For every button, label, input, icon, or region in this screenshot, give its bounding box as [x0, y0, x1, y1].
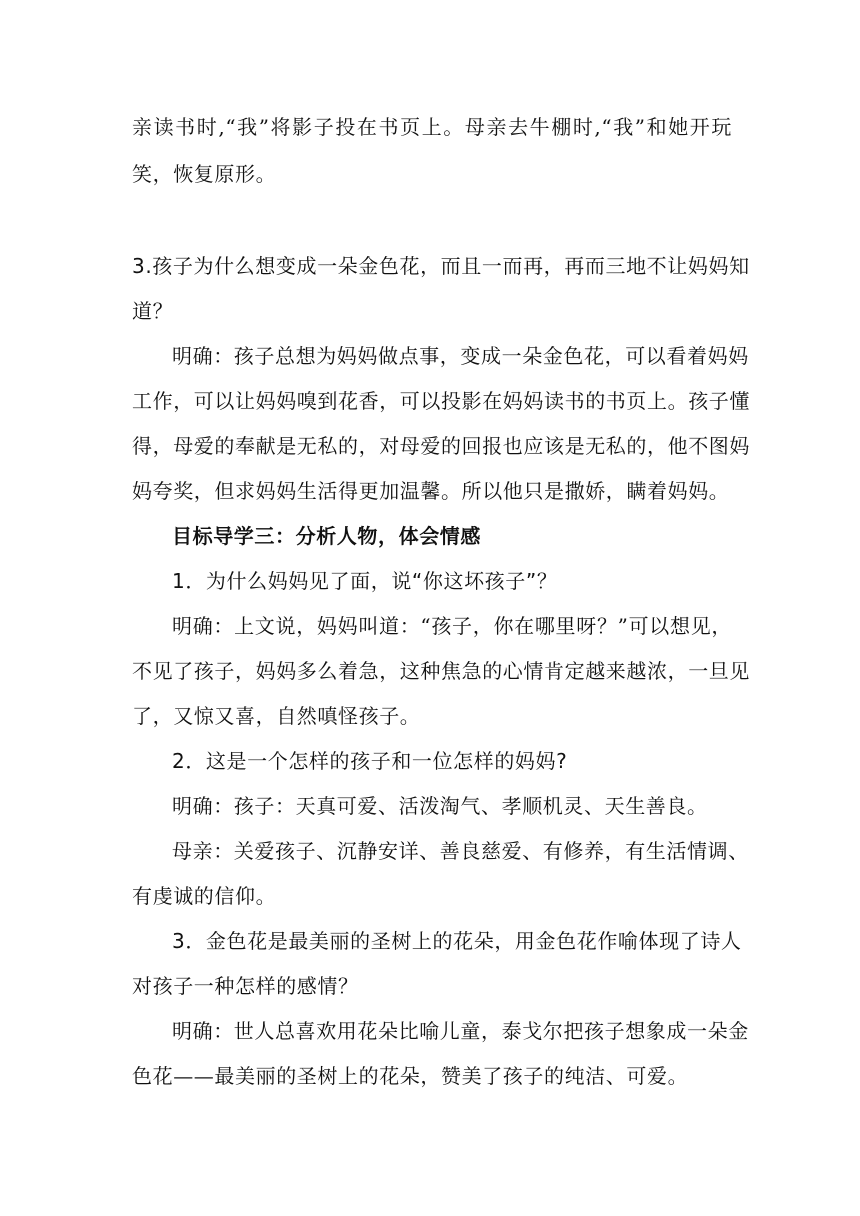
- section-heading: 目标导学三：分析人物，体会情感: [172, 524, 481, 548]
- answer-3-line-1: 明确：孩子总想为妈妈做点事，变成一朵金色花，可以看着妈妈: [172, 344, 749, 368]
- question-3b-line-2: 对孩子一种怎样的感情？: [132, 974, 359, 998]
- question-1: 1．为什么妈妈见了面，说“你这坏孩子”？: [172, 569, 558, 593]
- answer-3b-line-1: 明确：世人总喜欢用花朵比喻儿童，泰戈尔把孩子想象成一朵金: [172, 1019, 749, 1043]
- answer-1-line-3: 了，又惊又喜，自然嗔怪孩子。: [132, 704, 421, 728]
- answer-1-line-1: 明确：上文说，妈妈叫道：“孩子，你在哪里呀？”可以想见，: [172, 614, 732, 638]
- paragraph-line-1: 亲读书时,“我”将影子投在书页上。母亲去牛棚时,“我”和她开玩: [132, 115, 732, 139]
- question-3-line-1: 3.孩子为什么想变成一朵金色花，而且一而再，再而三地不让妈妈知: [132, 254, 750, 278]
- answer-2-child: 明确：孩子：天真可爱、活泼淘气、孝顺机灵、天生善良。: [172, 794, 708, 818]
- question-3-line-2: 道？: [132, 299, 174, 323]
- answer-3b-line-2: 色花——最美丽的圣树上的花朵，赞美了孩子的纯洁、可爱。: [132, 1064, 689, 1088]
- question-2: 2．这是一个怎样的孩子和一位怎样的妈妈?: [172, 749, 568, 773]
- paragraph-line-2: 笑，恢复原形。: [132, 162, 277, 186]
- answer-3-line-2: 工作，可以让妈妈嗅到花香，可以投影在妈妈读书的书页上。孩子懂: [132, 389, 750, 413]
- answer-3-line-4: 妈夸奖，但求妈妈生活得更加温馨。所以他只是撒娇，瞒着妈妈。: [132, 479, 730, 503]
- answer-2-mother-line-1: 母亲：关爱孩子、沉静安详、善良慈爱、有修养，有生活情调、: [172, 839, 749, 863]
- answer-3-line-3: 得，母爱的奉献是无私的，对母爱的回报也应该是无私的，他不图妈: [132, 434, 750, 458]
- question-3b-line-1: 3．金色花是最美丽的圣树上的花朵，用金色花作喻体现了诗人: [172, 929, 742, 953]
- answer-2-mother-line-2: 有虔诚的信仰。: [132, 884, 277, 908]
- answer-1-line-2: 不见了孩子，妈妈多么着急，这种焦急的心情肯定越来越浓，一旦见: [132, 659, 750, 683]
